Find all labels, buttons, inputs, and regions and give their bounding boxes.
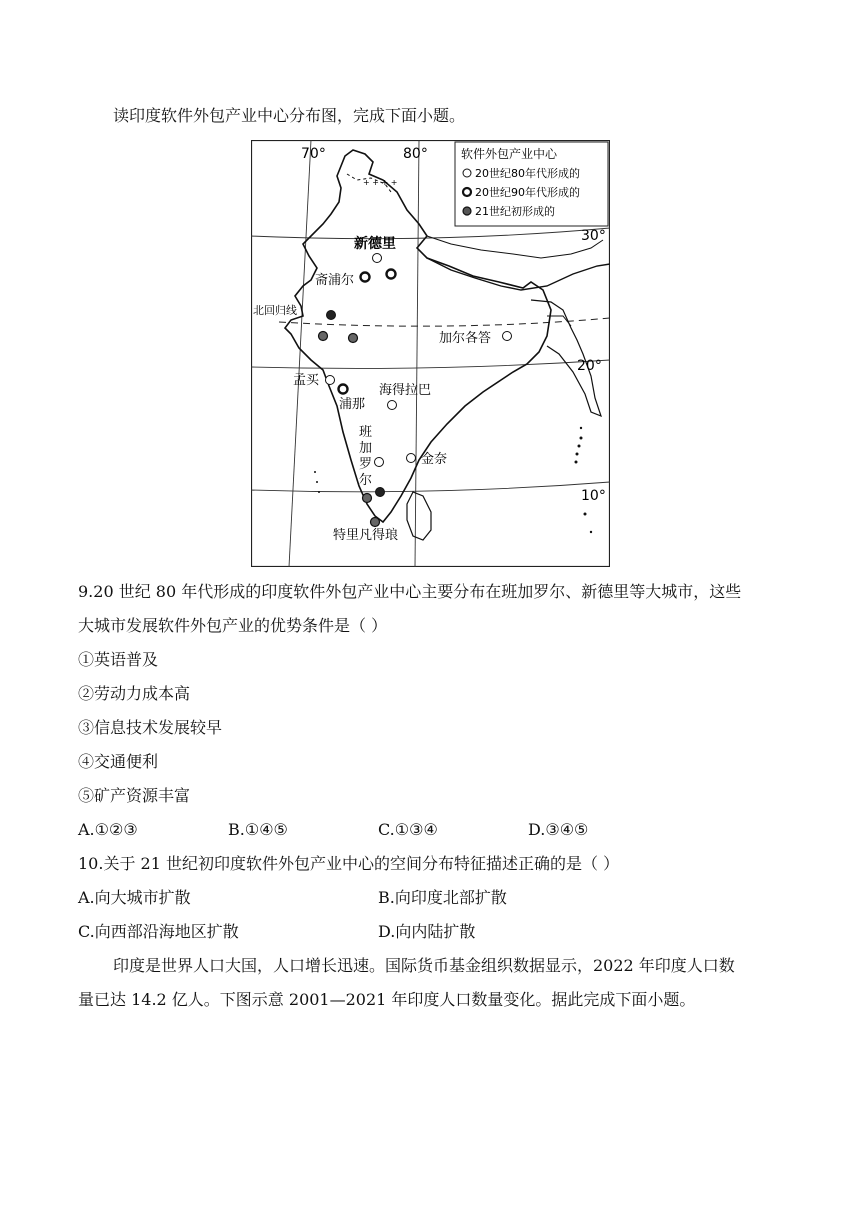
lat-10-label: 10° [581, 488, 606, 504]
city-label-bangalore-3: 罗 [359, 457, 373, 472]
legend-symbol-21c [463, 207, 471, 215]
lon-70-label: 70° [301, 146, 326, 162]
city-label-bangalore-1: 班 [359, 425, 373, 440]
q9-option-a[interactable]: A.①②③ [78, 820, 138, 839]
legend-label-21c: 21世纪初形成的 [475, 205, 555, 218]
center-mumbai [326, 376, 335, 385]
center-new-delhi [373, 254, 382, 263]
q9-item-3: ③信息技术发展较早 [78, 718, 223, 737]
city-label-jaipur: 斋浦尔 [315, 273, 355, 288]
city-label-bangalore-4: 尔 [359, 473, 373, 488]
q9-option-c[interactable]: C.①③④ [378, 820, 438, 839]
center-coimbatore-21c [376, 488, 385, 497]
intro-text-1: 读印度软件外包产业中心分布图，完成下面小题。 [113, 106, 466, 125]
legend-symbol-90s [463, 188, 471, 196]
center-gujarat-21c [319, 332, 328, 341]
center-indore-21c [349, 334, 358, 343]
center-ahmedabad-21c [327, 311, 336, 320]
legend-label-80s: 20世纪80年代形成的 [475, 167, 580, 180]
legend-label-90s: 20世纪90年代形成的 [475, 186, 580, 199]
q9-item-2: ②劳动力成本高 [78, 684, 191, 703]
q10-option-b[interactable]: B.向印度北部扩散 [378, 888, 507, 907]
q9-stem-line2: 大城市发展软件外包产业的优势条件是（ ） [78, 616, 388, 635]
intro-text-2-line2: 量已达 14.2 亿人。下图示意 2001—2021 年印度人口数量变化。据此完成下面小题。 [78, 990, 696, 1009]
disputed-marks: + + + + [363, 178, 398, 187]
city-label-bangalore-2: 加 [359, 441, 373, 456]
center-hyderabad [388, 401, 397, 410]
lon-80-label: 80° [403, 146, 428, 162]
q10-option-c[interactable]: C.向西部沿海地区扩散 [78, 922, 239, 941]
intro-text-2-line1: 印度是世界人口大国，人口增长迅速。国际货币基金组织数据显示，2022 年印度人口数 [113, 956, 735, 975]
center-pune [339, 385, 348, 394]
q9-item-1: ①英语普及 [78, 650, 159, 669]
q9-item-4: ④交通便利 [78, 752, 159, 771]
city-label-new-delhi: 新德里 [354, 236, 396, 252]
center-north-90s [387, 270, 396, 279]
city-label-chennai: 金奈 [421, 452, 448, 467]
center-chennai [407, 454, 416, 463]
center-bangalore [375, 458, 384, 467]
q9-option-d[interactable]: D.③④⑤ [528, 820, 589, 839]
lat-30-label: 30° [581, 228, 606, 244]
center-kolkata [503, 332, 512, 341]
center-jaipur [361, 273, 370, 282]
legend-symbol-80s [463, 169, 471, 177]
q10-option-a[interactable]: A.向大城市扩散 [78, 888, 191, 907]
legend-title: 软件外包产业中心 [461, 147, 558, 161]
q9-stem-line1: 9.20 世纪 80 年代形成的印度软件外包产业中心主要分布在班加罗尔、新德里等大城市，这些 [78, 582, 742, 601]
city-label-hyderabad: 海得拉巴 [379, 383, 432, 398]
center-kochi-21c [363, 494, 372, 503]
tropic-label: 北回归线 [253, 304, 297, 317]
city-label-mumbai: 孟买 [293, 373, 320, 388]
center-trivandrum-21c [371, 518, 380, 527]
q10-stem: 10.关于 21 世纪初印度软件外包产业中心的空间分布特征描述正确的是（ ） [78, 854, 620, 873]
q9-item-5: ⑤矿产资源丰富 [78, 786, 191, 805]
q9-option-b[interactable]: B.①④⑤ [228, 820, 288, 839]
q10-option-d[interactable]: D.向内陆扩散 [378, 922, 476, 941]
city-label-pune: 浦那 [339, 397, 366, 412]
legend [455, 142, 608, 226]
india-software-outsourcing-map [251, 140, 610, 567]
city-label-kolkata: 加尔各答 [439, 331, 492, 346]
city-label-trivandrum: 特里凡得琅 [333, 528, 399, 543]
lat-20-label: 20° [577, 358, 602, 374]
